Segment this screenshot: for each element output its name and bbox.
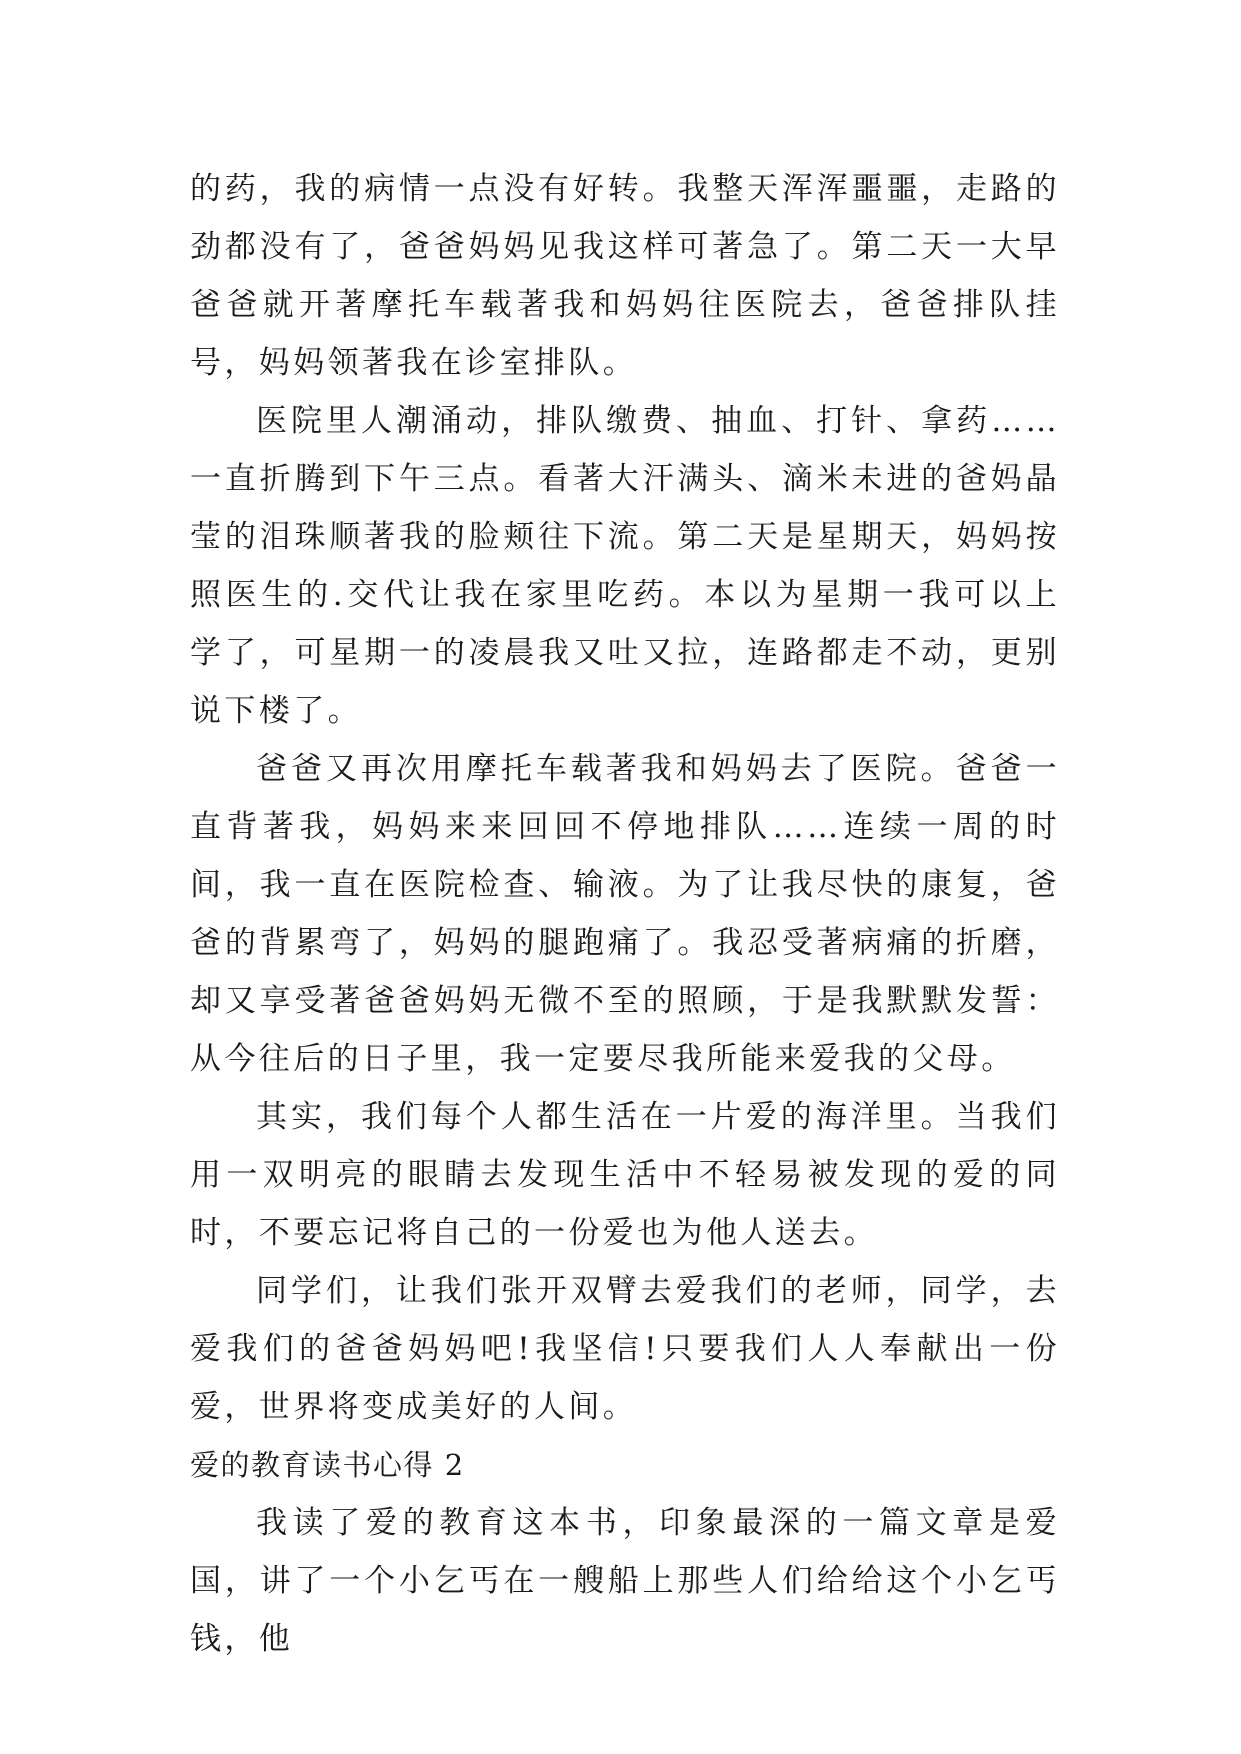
paragraph-6: 我读了爱的教育这本书，印象最深的一篇文章是爱国，讲了一个小乞丐在一艘船上那些人们给给这个小乞丐钱，他 — [190, 1505, 1060, 1657]
paragraph-3: 爸爸又再次用摩托车载著我和妈妈去了医院。爸爸一直背著我，妈妈来来回回不停地排队……连续一周的时间，我一直在医院检查、输液。为了让我尽快的康复，爸爸的背累弯了，妈妈的腿跑痛了。我忍受著病痛的折磨，却又享受著爸爸妈妈无微不至的照顾，于是我默默发誓：从今往后的日子里，我一定要尽我所能来爱我的父母。 — [190, 751, 1060, 1077]
document-page — [190, 0, 1060, 1668]
paragraph-5: 同学们，让我们张开双臂去爱我们的老师，同学，去爱我们的爸爸妈妈吧!我坚信!只要我们人人奉献出一份爱，世界将变成美好的人间。 — [190, 1273, 1060, 1425]
paragraph-4: 其实，我们每个人都生活在一片爱的海洋里。当我们用一双明亮的眼睛去发现生活中不轻易被发现的爱的同时，不要忘记将自己的一份爱也为他人送去。 — [190, 1099, 1060, 1251]
paragraph-2: 医院里人潮涌动，排队缴费、抽血、打针、拿药……一直折腾到下午三点。看著大汗满头、滴米未进的爸妈晶莹的泪珠顺著我的脸颊往下流。第二天是星期天，妈妈按照医生的.交代让我在家里吃药。本以为星期一我可以上学了，可星期一的凌晨我又吐又拉，连路都走不动，更别说下楼了。 — [190, 403, 1060, 729]
section-heading: 爱的教育读书心得 2 — [190, 1448, 465, 1482]
paragraph-1: 的药，我的病情一点没有好转。我整天浑浑噩噩，走路的劲都没有了，爸爸妈妈见我这样可著急了。第二天一大早爸爸就开著摩托车载著我和妈妈往医院去，爸爸排队挂号，妈妈领著我在诊室排队。 — [190, 171, 1060, 381]
